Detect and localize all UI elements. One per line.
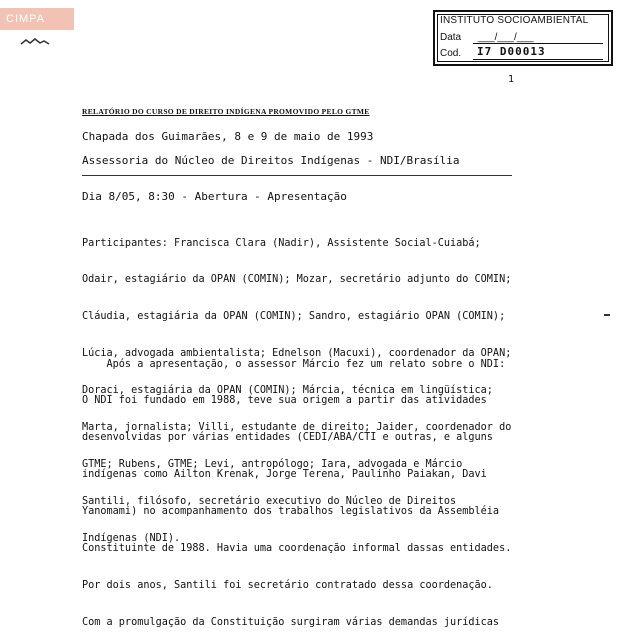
text-line: Marta, jornalista; Villi, estudante de direito; Jaider, coordenador do <box>82 422 512 434</box>
stamp-date-label: Data <box>440 32 462 43</box>
stamp-code-label: Cod. <box>440 48 462 59</box>
logo-mark-icon <box>20 38 50 46</box>
text-line: Após a apresentação, o assessor Márcio fez um relato sobre o NDI: <box>82 358 506 370</box>
report-title: RELATÓRIO DO CURSO DE DIREITO INDÍGENA PROMOVIDO PELO GTME <box>82 107 370 116</box>
stamp-code-line <box>473 59 603 60</box>
text-line: Participantes: Francisca Clara (Nadir), Assistente Social-Cuiabá; <box>82 237 481 249</box>
text-line: Santili, filósofo, secretário executivo do Núcleo de Direitos <box>82 495 457 507</box>
text-line: Odair, estagiário da OPAN (COMIN); Mozar, secretário adjunto do COMIN; <box>82 274 512 286</box>
text-line: Por dois anos, Santili foi secretário contratado dessa coordenação. <box>82 579 493 591</box>
section-heading: Dia 8/05, 8:30 - Abertura - Apresentação <box>82 190 347 203</box>
text-line: Indígenas (NDI). <box>82 532 181 544</box>
stamp-institution: INSTITUTO SOCIOAMBIENTAL <box>440 15 589 26</box>
advisory-line: Assessoria do Núcleo de Direitos Indígenas - NDI/Brasília <box>82 154 460 167</box>
intro-paragraph <box>82 334 587 641</box>
text-line: indígenas como Ailton Krenak, Jorge Terena, Paulinho Paiakan, Davi <box>82 469 487 481</box>
text-line: Cláudia, estagiária da OPAN (COMIN); Sandro, estagiário OPAN (COMIN); <box>82 311 506 323</box>
text-line: desenvolvidas por várias entidades (CEDI/ABA/CTI e outras, e alguns <box>82 432 493 444</box>
stamp-code-value: I7 D00013 <box>477 45 546 58</box>
text-line: Constituinte de 1988. Havia uma coordenação informal dassas entidades. <box>82 543 512 555</box>
text-line: Doraci, estagiária da OPAN (COMIN); Márcia, técnica em lingüística; <box>82 385 493 397</box>
stamp-date-row <box>440 32 534 43</box>
text-line: GTME; Rubens, GTME; Levi, antropólogo; Iara, advogada e Márcio <box>82 458 463 470</box>
text-line: O NDI foi fundado em 1988, teve sua origem a partir das atividades <box>82 395 487 407</box>
watermark-logo: CIMPA <box>0 8 74 30</box>
location-date: Chapada dos Guimarães, 8 e 9 de maio de 1993 <box>82 130 374 143</box>
text-line: Lúcia, advogada ambientalista; Ednelson (Macuxi), coordenador da OPAN; <box>82 348 512 360</box>
stamp-date-value: ___/___/___ <box>477 32 534 43</box>
stamp-date-line <box>473 43 603 44</box>
text-line: Com a promulgação da Constituição surgiram várias demandas jurídicas <box>82 616 500 628</box>
institution-stamp <box>433 10 613 66</box>
margin-mark <box>604 314 610 316</box>
page-number: 1 <box>508 74 515 85</box>
text-line: Yanomami) no acompanhamento dos trabalhos legislativos da Assembléia <box>82 506 500 518</box>
divider <box>82 175 512 176</box>
